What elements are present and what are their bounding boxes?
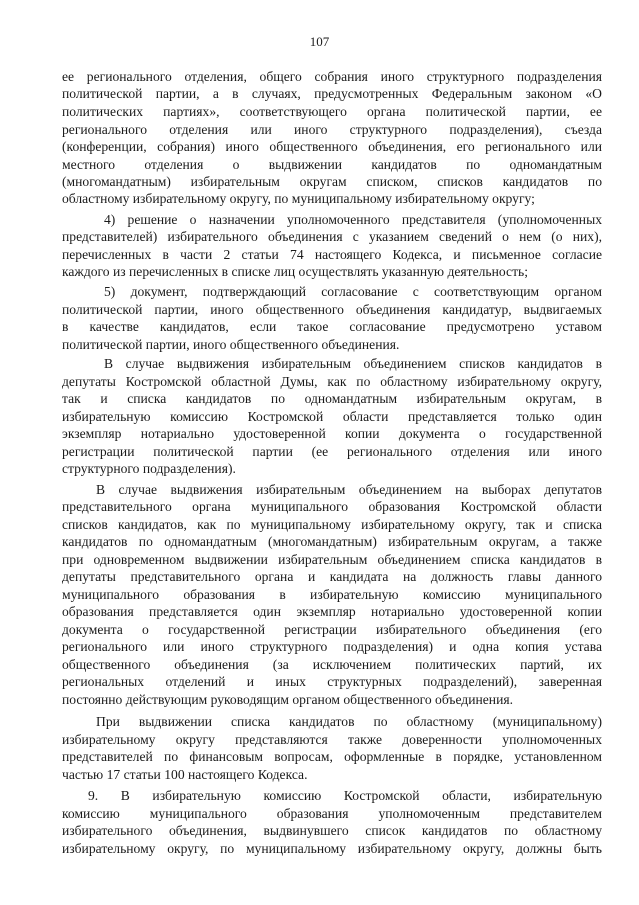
text-line: 9. В избирательную комиссию Костромской области, избирательную (88, 788, 602, 803)
text-line: политической партии, а в случаях, предусмотренных Федеральным законом «О (62, 86, 602, 101)
text-line: так и списка кандидатов по одномандатным избирательным округам, в (62, 391, 602, 406)
text-line: (многомандатным) избирательным округам списком, списков кандидатов по (62, 174, 602, 189)
text-line: избирательную комиссию Костромской области представляется только один (62, 409, 602, 424)
text-line: (конференции, собрания) иного общественного объединения, его регионального или (62, 139, 602, 154)
text-line: регионального или иного структурного подразделения) и одна копия устава (62, 639, 602, 654)
text-line: регионального отделения или иного структурного подразделения), съезда (62, 122, 602, 137)
text-line: 5) документ, подтверждающий согласование с соответствующим органом (104, 284, 602, 299)
text-line: постоянно действующим руководящим органом общественного объединения. (62, 692, 514, 707)
text-line: избирательного объединения, выдвинувшего список кандидатов по областному (62, 823, 602, 838)
text-line: образования представляется один экземпляр нотариально удостоверенной копии (62, 604, 602, 619)
text-line: списков кандидатов, как по муниципальному избирательному округу, так и списка (62, 517, 602, 532)
text-line: экземпляр нотариально удостоверенной копии документа о государственной (62, 426, 602, 441)
text-line: муниципального образования в избирательную комиссию муниципального (62, 587, 602, 602)
text-line: кандидатов по одномандатным (многомандатным) избирательным округам, а также (62, 534, 602, 549)
text-line: представителей по финансовым вопросам, оформленные в порядке, установленном (62, 749, 602, 764)
text-line: В случае выдвижения избирательным объединением списков кандидатов в (104, 356, 602, 371)
text-line: представителей) избирательного объединения с указанием сведений о нем (о них), (62, 229, 602, 244)
text-line: регистрации политической партии (ее регионального отделения или иного (62, 444, 602, 459)
text-line: представительного органа муниципального образования Костромской области (62, 499, 602, 514)
text-line: при одновременном выдвижении избирательным объединением списка кандидатов в (62, 552, 602, 567)
text-line: каждого из перечисленных в списке лиц осуществлять указанную деятельность; (62, 264, 528, 279)
text-line: комиссию муниципального образования уполномоченным представителем (62, 806, 602, 821)
text-line: структурного подразделения). (62, 461, 236, 476)
text-line: местного отделения о выдвижении кандидатов по одномандатным (62, 157, 602, 172)
text-line: частью 17 статьи 100 настоящего Кодекса. (62, 767, 308, 782)
text-line: 4) решение о назначении уполномоченного представителя (уполномоченных (104, 212, 602, 227)
text-line: региональных отделений и иных структурных подразделений), заверенная (62, 674, 602, 689)
text-line: общественного объединения (за исключением политических партий, их (62, 657, 602, 672)
page-number: 107 (309, 34, 330, 49)
text-line: депутаты представительного органа и кандидата на должность главы данного (62, 569, 602, 584)
text-line: депутаты Костромской областной Думы, как по областному избирательному округу, (62, 374, 602, 389)
text-line: избирательному округу, по муниципальному избирательному округу, должны быть (62, 841, 602, 856)
text-line: политических партиях», соответствующего органа политической партии, ее (62, 104, 602, 119)
text-line: В случае выдвижения избирательным объединением на выборах депутатов (96, 482, 602, 497)
text-line: ее регионального отделения, общего собрания иного структурного подразделения (62, 69, 602, 84)
text-line: в качестве кандидатов, если такое согласование предусмотрено уставом (62, 319, 602, 334)
text-line: политической партии, иного общественного объединения кандидатур, выдвигаемых (62, 302, 602, 317)
text-line: перечисленных в части 2 статьи 74 настоящего Кодекса, и письменное согласие (62, 247, 602, 262)
text-line: При выдвижении списка кандидатов по областному (муниципальному) (96, 714, 602, 729)
text-line: документа о государственной регистрации избирательного объединения (его (62, 622, 602, 637)
text-line: политической партии, иного общественного объединения. (62, 337, 400, 352)
text-line: областному избирательному округу, по муниципальному избирательному округу; (62, 191, 535, 206)
text-line: избирательному округу представляются также доверенности уполномоченных (62, 732, 602, 747)
